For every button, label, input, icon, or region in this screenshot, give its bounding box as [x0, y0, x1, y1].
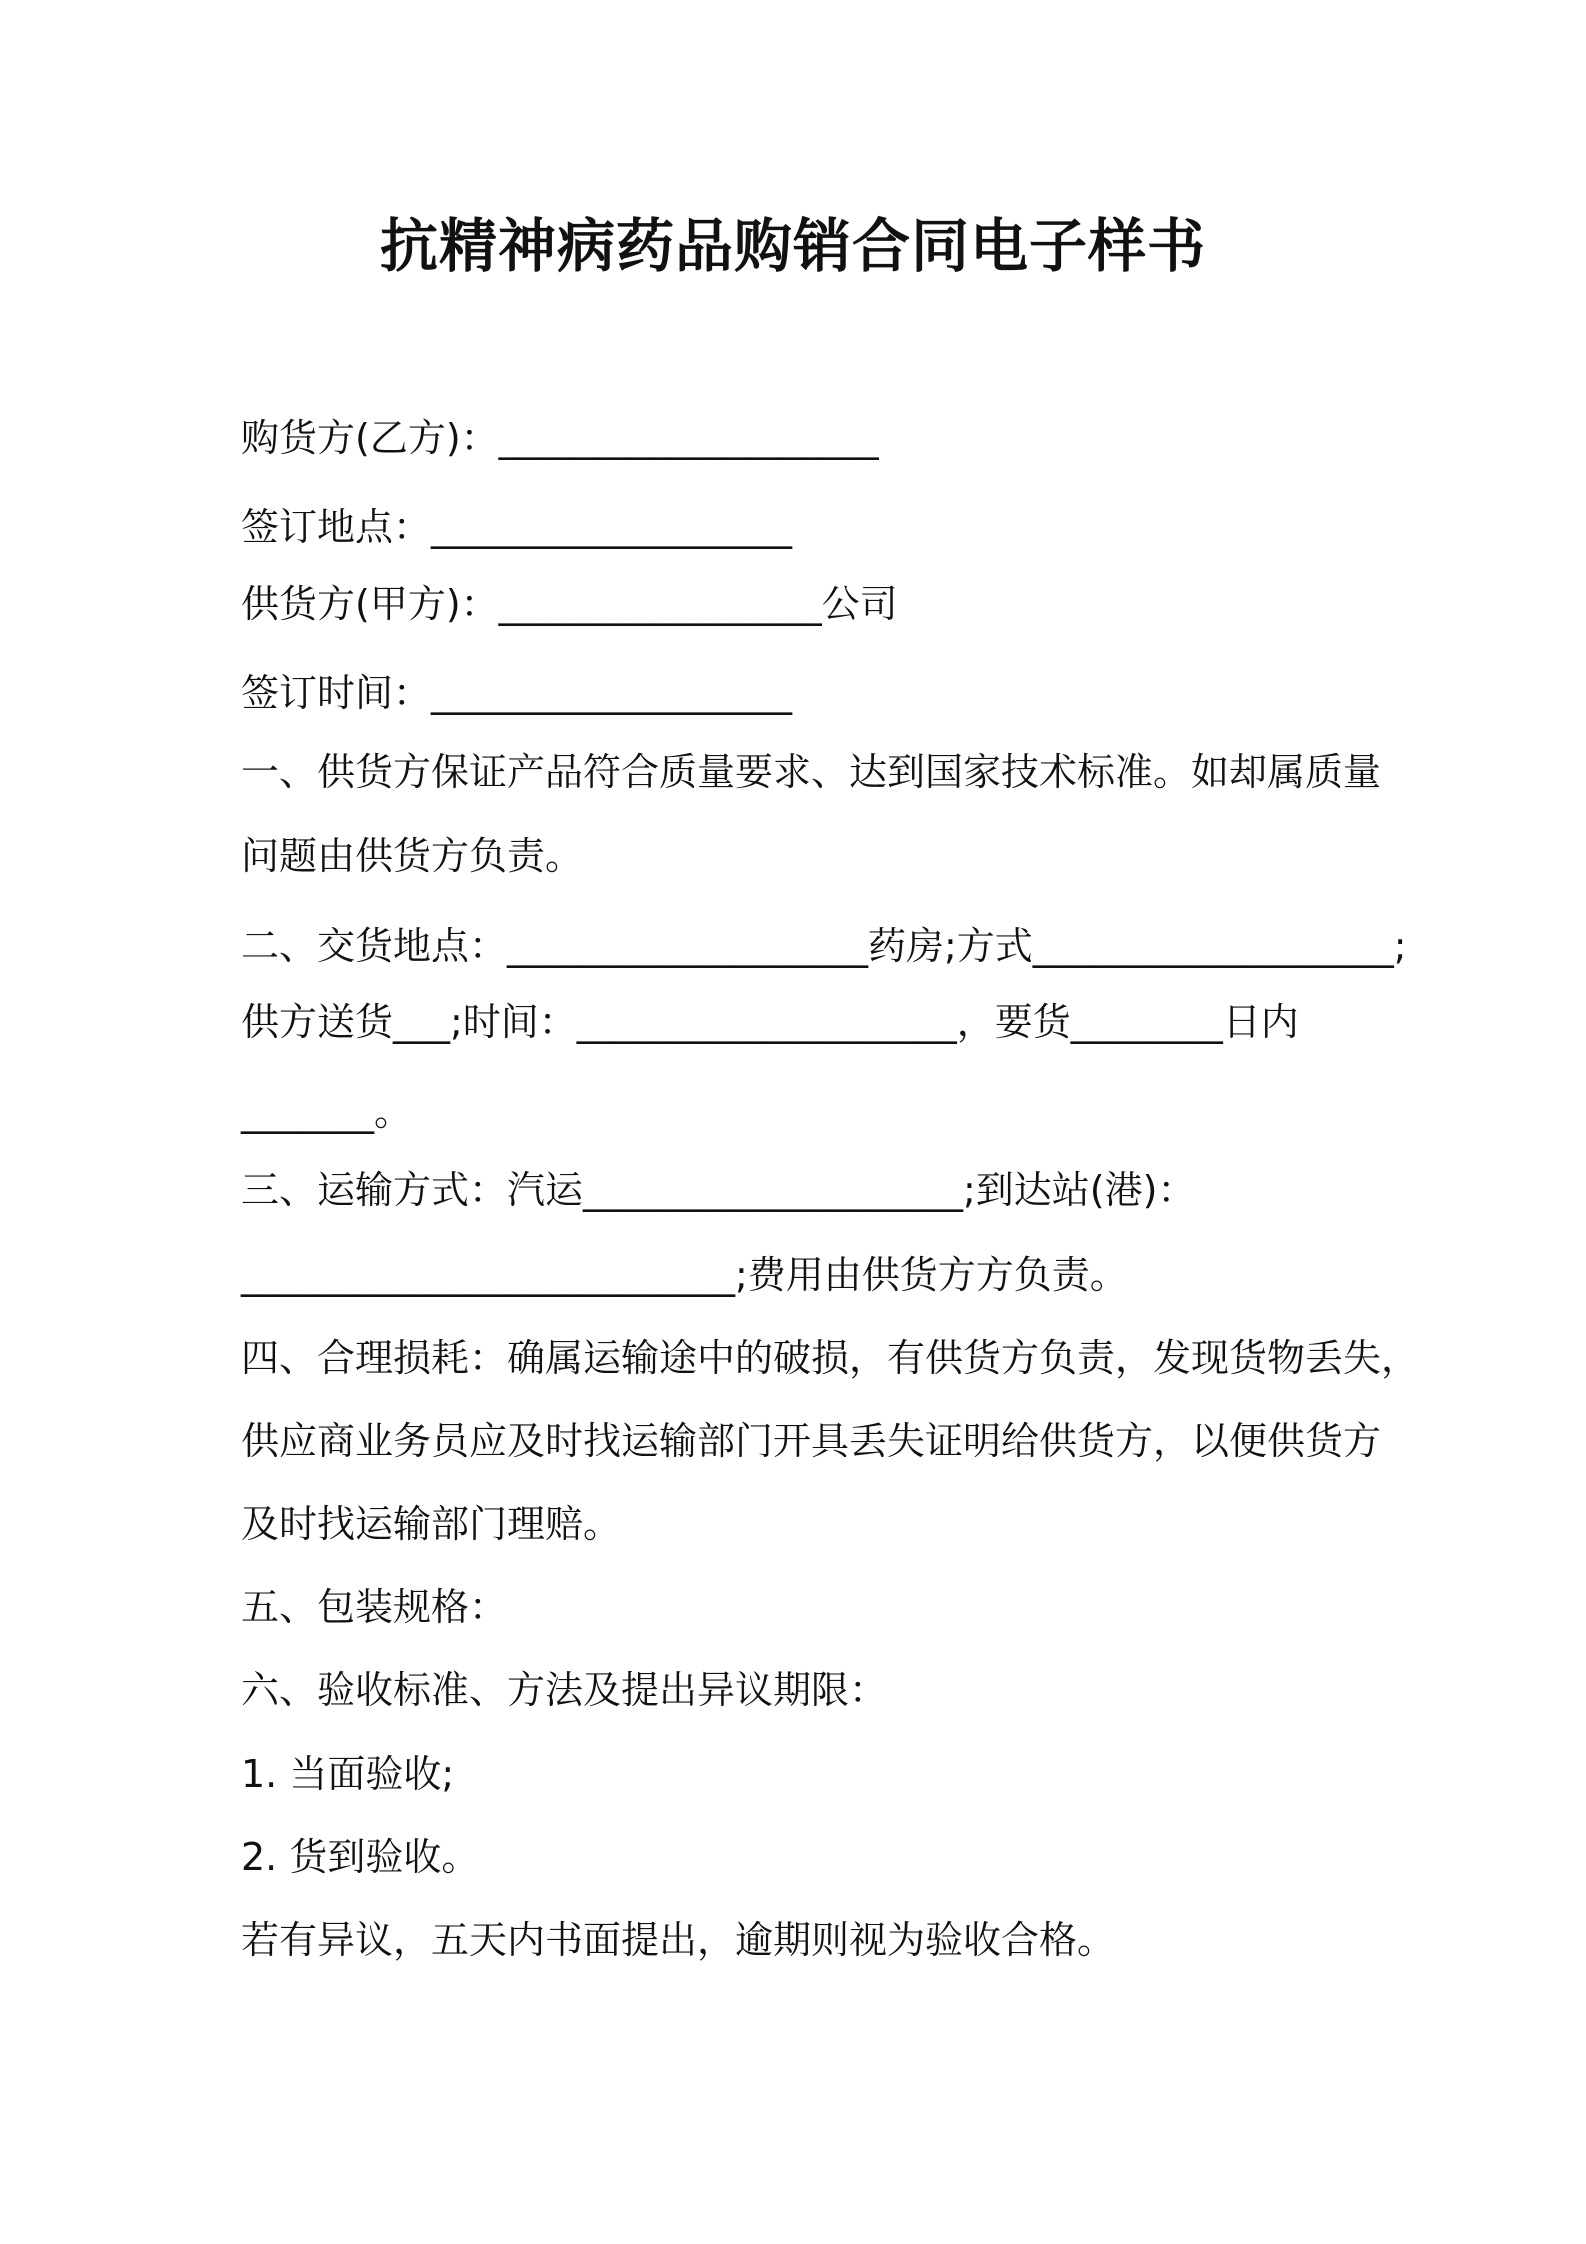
supplier-line: 供货方(甲方)：_________________公司	[241, 582, 898, 626]
clause-6-item-2: 2. 货到验收。	[241, 1835, 480, 1879]
clause-4-line-1: 四、合理损耗：确属运输途中的破损，有供货方负责，发现货物丢失，	[241, 1336, 1420, 1380]
buyer-line: 购货方(乙方)：____________________	[241, 416, 879, 460]
clause-1-line-2: 问题由供货方负责。	[241, 834, 584, 878]
clause-1-line-1: 一、供货方保证产品符合质量要求、达到国家技术标准。如却属质量	[241, 750, 1382, 794]
document-title: 抗精神病药品购销合同电子样书	[379, 212, 1206, 280]
signing-place-line: 签订地点：___________________	[241, 505, 793, 549]
clause-2-line-1: 二、交货地点：___________________药房;方式___________________;	[241, 924, 1407, 968]
clause-4-line-3: 及时找运输部门理赔。	[241, 1502, 622, 1546]
clause-2-line-2: 供方送货___;时间：____________________，要货________日内	[241, 1000, 1299, 1044]
clause-5-line: 五、包装规格：	[241, 1585, 508, 1629]
clause-4-line-2: 供应商业务员应及时找运输部门开具丢失证明给供货方，以便供货方	[241, 1419, 1382, 1463]
clause-6-line: 六、验收标准、方法及提出异议期限：	[241, 1668, 888, 1712]
clause-3-line-2: __________________________;费用由供货方方负责。	[241, 1253, 1128, 1297]
clause-3-line-1: 三、运输方式：汽运____________________;到达站(港)：	[241, 1168, 1196, 1212]
clause-2-line-3: _______。	[241, 1090, 413, 1134]
clause-6-item-1: 1. 当面验收;	[241, 1752, 455, 1796]
signing-time-line: 签订时间：___________________	[241, 671, 793, 715]
objection-line: 若有异议，五天内书面提出，逾期则视为验收合格。	[241, 1918, 1116, 1962]
